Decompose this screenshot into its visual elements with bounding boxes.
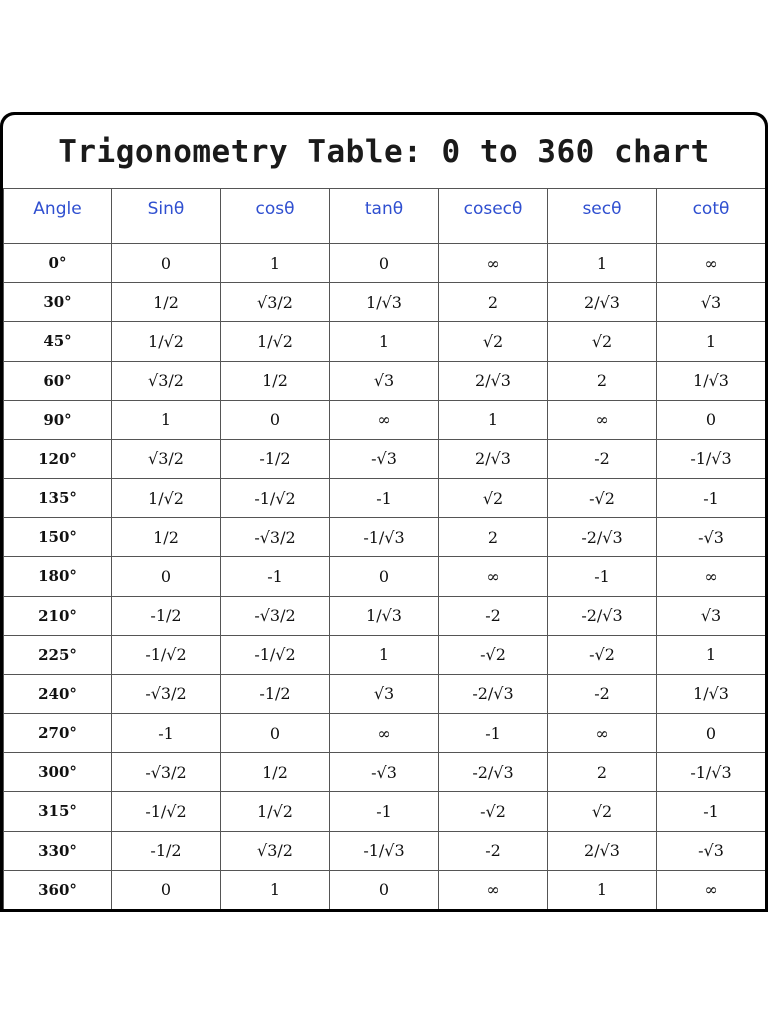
cell-cos: -1 — [221, 557, 330, 596]
cell-cosec: 2/√3 — [439, 439, 548, 478]
cell-cos: 1 — [221, 244, 330, 283]
cell-tan: -1 — [330, 479, 439, 518]
trig-table — [3, 188, 765, 909]
table-header-row — [4, 189, 766, 244]
table-row — [4, 635, 766, 674]
cell-cos: 0 — [221, 400, 330, 439]
header-sin: Sinθ — [112, 189, 221, 244]
table-card — [3, 115, 765, 909]
table-row — [4, 831, 766, 870]
cell-sec: √2 — [548, 792, 657, 831]
cell-tan: 1/√3 — [330, 596, 439, 635]
table-row — [4, 361, 766, 400]
header-angle: Angle — [4, 189, 112, 244]
cell-angle: 300° — [4, 753, 112, 792]
cell-cos: 1/√2 — [221, 792, 330, 831]
cell-cosec: 2 — [439, 283, 548, 322]
cell-cot: -1/√3 — [657, 439, 766, 478]
cell-angle: 315° — [4, 792, 112, 831]
cell-sec: -2 — [548, 439, 657, 478]
cell-sin: 0 — [112, 870, 221, 909]
cell-sin: 1/2 — [112, 283, 221, 322]
cell-sec: -√2 — [548, 635, 657, 674]
cell-cot: √3 — [657, 283, 766, 322]
cell-angle: 210° — [4, 596, 112, 635]
cell-angle: 360° — [4, 870, 112, 909]
cell-cosec: -2 — [439, 831, 548, 870]
cell-sin: 1/2 — [112, 518, 221, 557]
cell-cosec: ∞ — [439, 244, 548, 283]
cell-angle: 150° — [4, 518, 112, 557]
cell-sin: -1 — [112, 714, 221, 753]
cell-sec: 2 — [548, 753, 657, 792]
table-row — [4, 439, 766, 478]
cell-tan: √3 — [330, 674, 439, 713]
cell-cot: √3 — [657, 596, 766, 635]
cell-cos: -1/√2 — [221, 479, 330, 518]
cell-sec: 1 — [548, 244, 657, 283]
cell-cot: -√3 — [657, 831, 766, 870]
cell-cosec: -√2 — [439, 635, 548, 674]
table-row — [4, 322, 766, 361]
cell-tan: ∞ — [330, 400, 439, 439]
cell-sec: 2 — [548, 361, 657, 400]
table-row — [4, 753, 766, 792]
table-row — [4, 870, 766, 909]
table-row — [4, 596, 766, 635]
cell-cosec: -2 — [439, 596, 548, 635]
cell-cos: -√3/2 — [221, 518, 330, 557]
cell-sin: -1/2 — [112, 831, 221, 870]
cell-cot: -√3 — [657, 518, 766, 557]
cell-cot: -1 — [657, 792, 766, 831]
cell-cot: 0 — [657, 400, 766, 439]
cell-cos: √3/2 — [221, 283, 330, 322]
header-cosec: cosecθ — [439, 189, 548, 244]
cell-sin: √3/2 — [112, 361, 221, 400]
cell-sec: 1 — [548, 870, 657, 909]
cell-cos: -1/√2 — [221, 635, 330, 674]
table-card-frame — [0, 112, 768, 912]
table-row — [4, 714, 766, 753]
cell-sin: 0 — [112, 557, 221, 596]
cell-cos: -1/2 — [221, 439, 330, 478]
cell-tan: 0 — [330, 244, 439, 283]
cell-cosec: ∞ — [439, 557, 548, 596]
cell-cosec: ∞ — [439, 870, 548, 909]
cell-cosec: 2 — [439, 518, 548, 557]
cell-sin: -1/√2 — [112, 635, 221, 674]
cell-cot: ∞ — [657, 244, 766, 283]
cell-sin: 1/√2 — [112, 479, 221, 518]
cell-tan: √3 — [330, 361, 439, 400]
cell-angle: 330° — [4, 831, 112, 870]
cell-cos: 1 — [221, 870, 330, 909]
cell-sin: -1/2 — [112, 596, 221, 635]
cell-angle: 45° — [4, 322, 112, 361]
cell-cot: -1 — [657, 479, 766, 518]
cell-cos: 1/2 — [221, 361, 330, 400]
table-row — [4, 792, 766, 831]
cell-tan: 1/√3 — [330, 283, 439, 322]
cell-sin: 0 — [112, 244, 221, 283]
cell-sin: -√3/2 — [112, 674, 221, 713]
table-row — [4, 244, 766, 283]
cell-angle: 30° — [4, 283, 112, 322]
cell-cos: -√3/2 — [221, 596, 330, 635]
table-row — [4, 283, 766, 322]
cell-tan: -√3 — [330, 753, 439, 792]
cell-angle: 90° — [4, 400, 112, 439]
cell-sin: √3/2 — [112, 439, 221, 478]
cell-sec: -2/√3 — [548, 518, 657, 557]
cell-cos: -1/2 — [221, 674, 330, 713]
cell-cot: ∞ — [657, 870, 766, 909]
cell-cosec: -1 — [439, 714, 548, 753]
cell-cosec: √2 — [439, 322, 548, 361]
cell-cot: ∞ — [657, 557, 766, 596]
cell-cos: 0 — [221, 714, 330, 753]
cell-sec: ∞ — [548, 714, 657, 753]
table-body — [4, 244, 766, 910]
cell-sec: ∞ — [548, 400, 657, 439]
cell-angle: 135° — [4, 479, 112, 518]
table-row — [4, 479, 766, 518]
table-row — [4, 400, 766, 439]
cell-cot: 1 — [657, 322, 766, 361]
cell-sec: √2 — [548, 322, 657, 361]
cell-angle: 120° — [4, 439, 112, 478]
cell-sin: 1/√2 — [112, 322, 221, 361]
cell-sec: -1 — [548, 557, 657, 596]
cell-cos: 1/2 — [221, 753, 330, 792]
cell-cos: √3/2 — [221, 831, 330, 870]
cell-tan: 1 — [330, 322, 439, 361]
cell-sin: 1 — [112, 400, 221, 439]
cell-cot: 1 — [657, 635, 766, 674]
header-cos: cosθ — [221, 189, 330, 244]
cell-sin: -1/√2 — [112, 792, 221, 831]
cell-angle: 270° — [4, 714, 112, 753]
cell-angle: 180° — [4, 557, 112, 596]
cell-sec: 2/√3 — [548, 831, 657, 870]
cell-tan: 0 — [330, 870, 439, 909]
cell-cosec: -2/√3 — [439, 674, 548, 713]
header-tan: tanθ — [330, 189, 439, 244]
cell-tan: -1 — [330, 792, 439, 831]
cell-tan: 0 — [330, 557, 439, 596]
cell-sec: 2/√3 — [548, 283, 657, 322]
cell-sin: -√3/2 — [112, 753, 221, 792]
cell-angle: 240° — [4, 674, 112, 713]
cell-cot: -1/√3 — [657, 753, 766, 792]
cell-tan: -√3 — [330, 439, 439, 478]
cell-tan: 1 — [330, 635, 439, 674]
cell-sec: -2 — [548, 674, 657, 713]
cell-angle: 225° — [4, 635, 112, 674]
cell-tan: -1/√3 — [330, 518, 439, 557]
cell-sec: -√2 — [548, 479, 657, 518]
header-cot: cotθ — [657, 189, 766, 244]
cell-tan: ∞ — [330, 714, 439, 753]
cell-cosec: 1 — [439, 400, 548, 439]
cell-angle: 60° — [4, 361, 112, 400]
table-row — [4, 518, 766, 557]
cell-cosec: -√2 — [439, 792, 548, 831]
cell-sec: -2/√3 — [548, 596, 657, 635]
header-sec: secθ — [548, 189, 657, 244]
cell-cosec: -2/√3 — [439, 753, 548, 792]
cell-tan: -1/√3 — [330, 831, 439, 870]
cell-cot: 1/√3 — [657, 361, 766, 400]
cell-cot: 0 — [657, 714, 766, 753]
table-row — [4, 557, 766, 596]
cell-cos: 1/√2 — [221, 322, 330, 361]
page-title: Trigonometry Table: 0 to 360 chart — [58, 133, 710, 170]
cell-angle: 0° — [4, 244, 112, 283]
cell-cosec: 2/√3 — [439, 361, 548, 400]
cell-cosec: √2 — [439, 479, 548, 518]
cell-cot: 1/√3 — [657, 674, 766, 713]
table-row — [4, 674, 766, 713]
